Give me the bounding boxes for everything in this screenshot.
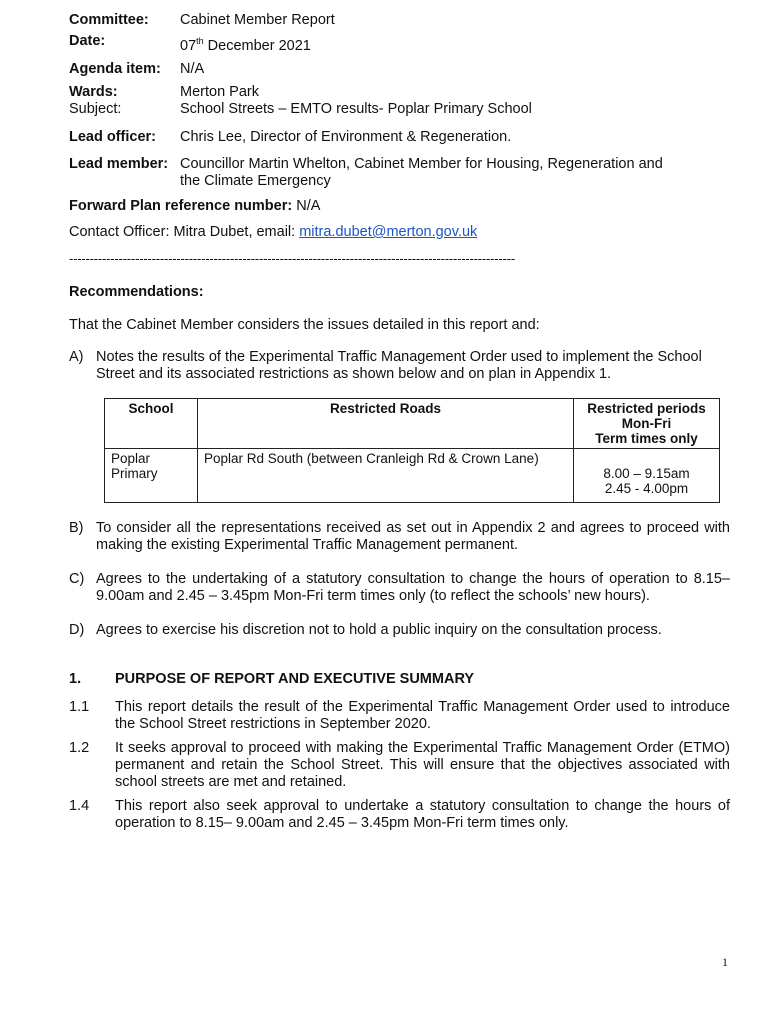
agenda-value: N/A — [180, 61, 205, 77]
para-1-2-text: It seeks approval to proceed with making the Experimental Traffic Management Order (ETMO) permanent and retain the School Street. This will ensure that the objectives associated with school streets are met and retained. — [115, 740, 730, 790]
lead-officer-label: Lead officer: — [69, 129, 157, 145]
date-day: 07 — [180, 37, 197, 54]
date-suffix: th — [196, 36, 204, 46]
school-line1: Poplar — [111, 451, 151, 466]
para-1-4-number: 1.4 — [69, 798, 90, 814]
cell-periods — [574, 449, 720, 503]
rec-b-text: To consider all the representations received as set out in Appendix 2 and agrees to proceed with making the existing Experimental Traffic Management permanent. — [96, 520, 730, 553]
page-number: 1 — [722, 955, 728, 969]
rec-a-letter: A) — [69, 349, 84, 365]
cell-roads: Poplar Rd South (between Cranleigh Rd & Crown Lane) — [198, 449, 574, 503]
recommendations-intro: That the Cabinet Member considers the issues detailed in this report and: — [69, 317, 540, 333]
committee-value: Cabinet Member Report — [180, 12, 335, 28]
restrictions-table — [104, 398, 720, 503]
header-periods-line1: Restricted periods — [587, 401, 706, 416]
section1-number: 1. — [69, 671, 82, 687]
section1-heading: PURPOSE OF REPORT AND EXECUTIVE SUMMARY — [115, 671, 475, 687]
forward-plan — [69, 198, 320, 215]
para-1-1-number: 1.1 — [69, 699, 90, 715]
contact-officer — [69, 224, 477, 241]
header-restricted-roads: Restricted Roads — [198, 399, 574, 449]
para-1-4-text: This report also seek approval to undertake a statutory consultation to change the hours of operation to 8.15– 9.00am and 2.45 – 3.45pm Mon-Fri term times only. — [115, 798, 730, 831]
header-periods-line2: Mon-Fri — [621, 416, 672, 431]
contact-email-link[interactable]: mitra.dubet@merton.gov.uk — [299, 224, 478, 240]
forward-plan-label: Forward Plan reference number: — [69, 198, 293, 214]
para-1-1-text: This report details the result of the Experimental Traffic Management Order used to introduce the School Street restrictions in September 2020. — [115, 699, 730, 732]
lead-member-line2: the Climate Emergency — [180, 173, 331, 189]
table-row — [105, 449, 720, 503]
header-school: School — [105, 399, 198, 449]
divider-line: ------------------------------------------------------------------------------------------------------------ — [69, 251, 515, 266]
header-periods-line3: Term times only — [595, 431, 698, 446]
subject-label: Subject: — [69, 101, 122, 117]
wards-label: Wards: — [69, 84, 118, 100]
wards-value: Merton Park — [180, 84, 259, 100]
lead-member-line1: Councillor Martin Whelton, Cabinet Member for Housing, Regeneration and — [180, 156, 663, 172]
rec-a-text: Notes the results of the Experimental Traffic Management Order used to implement the School Street and its associated restrictions as shown below and on plan in Appendix 1. — [96, 349, 702, 382]
rec-d-letter: D) — [69, 622, 85, 638]
table-header-row — [105, 399, 720, 449]
para-1-2-number: 1.2 — [69, 740, 90, 756]
header-restricted-periods — [574, 399, 720, 449]
date-value — [180, 33, 311, 55]
forward-plan-value: N/A — [292, 198, 321, 214]
agenda-label: Agenda item: — [69, 61, 161, 77]
period-morning: 8.00 – 9.15am — [603, 466, 690, 481]
date-rest: December 2021 — [203, 37, 311, 54]
committee-label: Committee: — [69, 12, 149, 28]
rec-b-letter: B) — [69, 520, 84, 536]
contact-prefix: Contact Officer: Mitra Dubet, email: — [69, 224, 300, 240]
recommendations-heading: Recommendations: — [69, 284, 204, 300]
date-label: Date: — [69, 33, 106, 49]
cell-school — [105, 449, 198, 503]
rec-d-text: Agrees to exercise his discretion not to hold a public inquiry on the consultation process. — [96, 622, 662, 638]
school-line2: Primary — [111, 466, 158, 481]
period-afternoon: 2.45 - 4.00pm — [604, 481, 689, 496]
rec-c-text: Agrees to the undertaking of a statutory consultation to change the hours of operation to 8.15– 9.00am and 2.45 – 3.45pm Mon-Fri term times only (to reflect the schools’ new hours). — [96, 571, 730, 604]
rec-c-letter: C) — [69, 571, 85, 587]
lead-member-label: Lead member: — [69, 156, 169, 172]
lead-officer-value: Chris Lee, Director of Environment & Regeneration. — [180, 129, 512, 145]
subject-value: School Streets – EMTO results- Poplar Primary School — [180, 101, 532, 117]
